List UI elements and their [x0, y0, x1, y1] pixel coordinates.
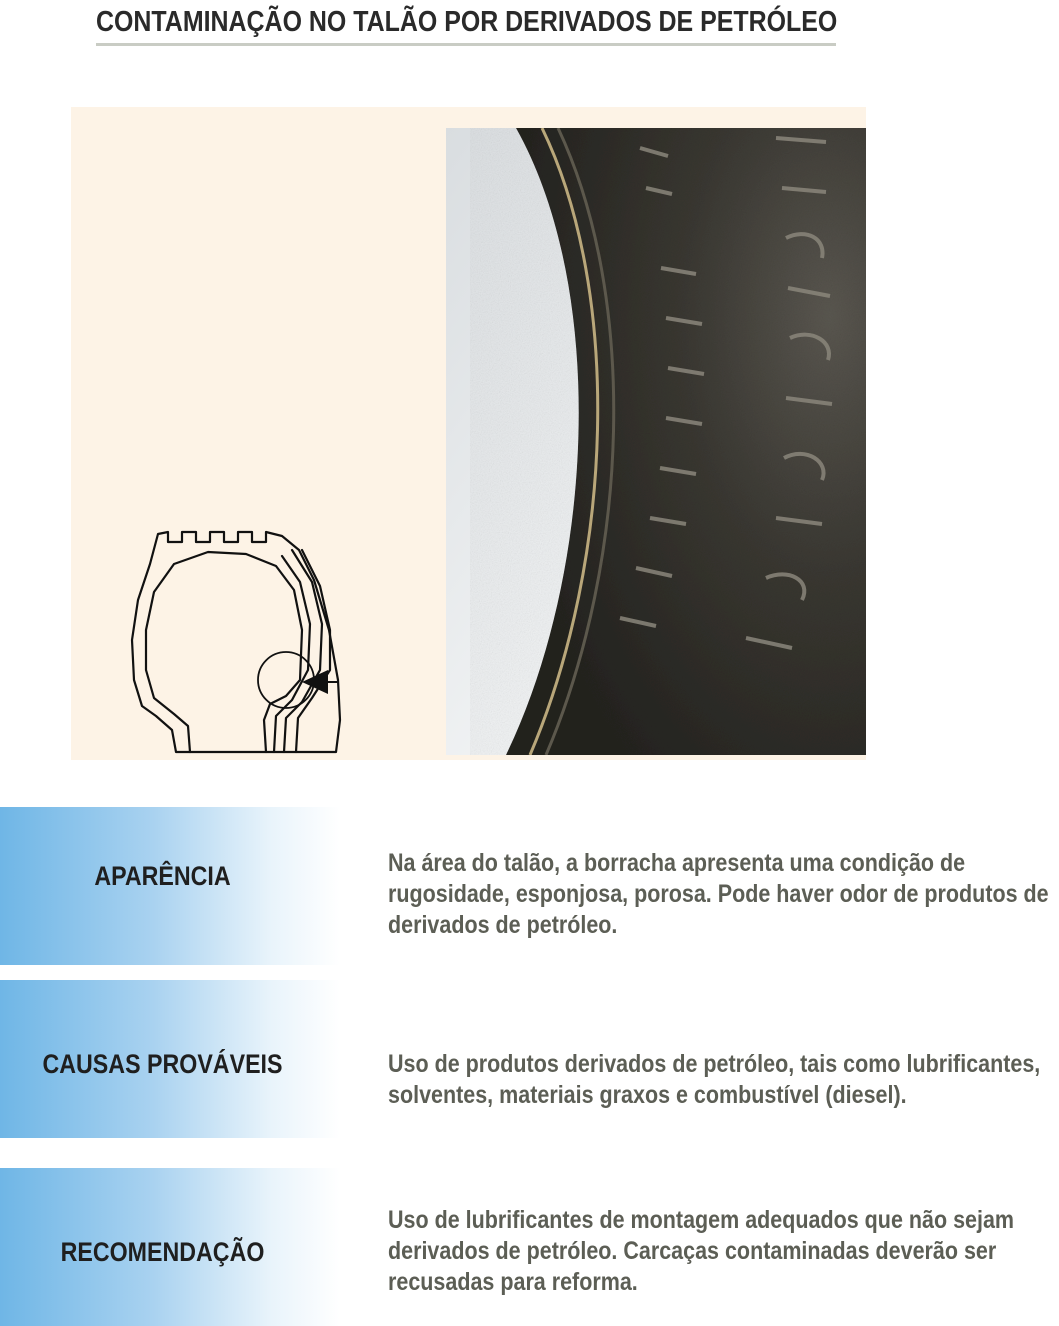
section-description: Na área do talão, a borracha apresenta uma condição de rugosidade, esponjosa, porosa. Pode haver odor de produtos de derivados de petróleo. — [388, 849, 1049, 939]
page-title: CONTAMINAÇÃO NO TALÃO POR DERIVADOS DE PETRÓLEO — [96, 6, 838, 38]
title-underline — [96, 43, 836, 46]
tire-bead-photo — [446, 128, 866, 755]
section-aparencia — [0, 807, 1059, 965]
section-label: RECOMENDAÇÃO — [60, 1237, 265, 1267]
section-label: APARÊNCIA — [94, 861, 231, 891]
section-label: CAUSAS PROVÁVEIS — [42, 1049, 283, 1079]
section-description: Uso de produtos derivados de petróleo, tais como lubrificantes, solventes, materiais graxos e combustível (diesel). — [388, 1050, 1041, 1109]
section-description: Uso de lubrificantes de montagem adequados que não sejam derivados de petróleo. Carcaças contaminadas deverão ser recusadas para reforma. — [388, 1206, 1015, 1296]
tire-cross-section-diagram — [124, 520, 344, 755]
section-recomendacao — [0, 1168, 1059, 1326]
section-causas-provaveis — [0, 980, 1059, 1138]
